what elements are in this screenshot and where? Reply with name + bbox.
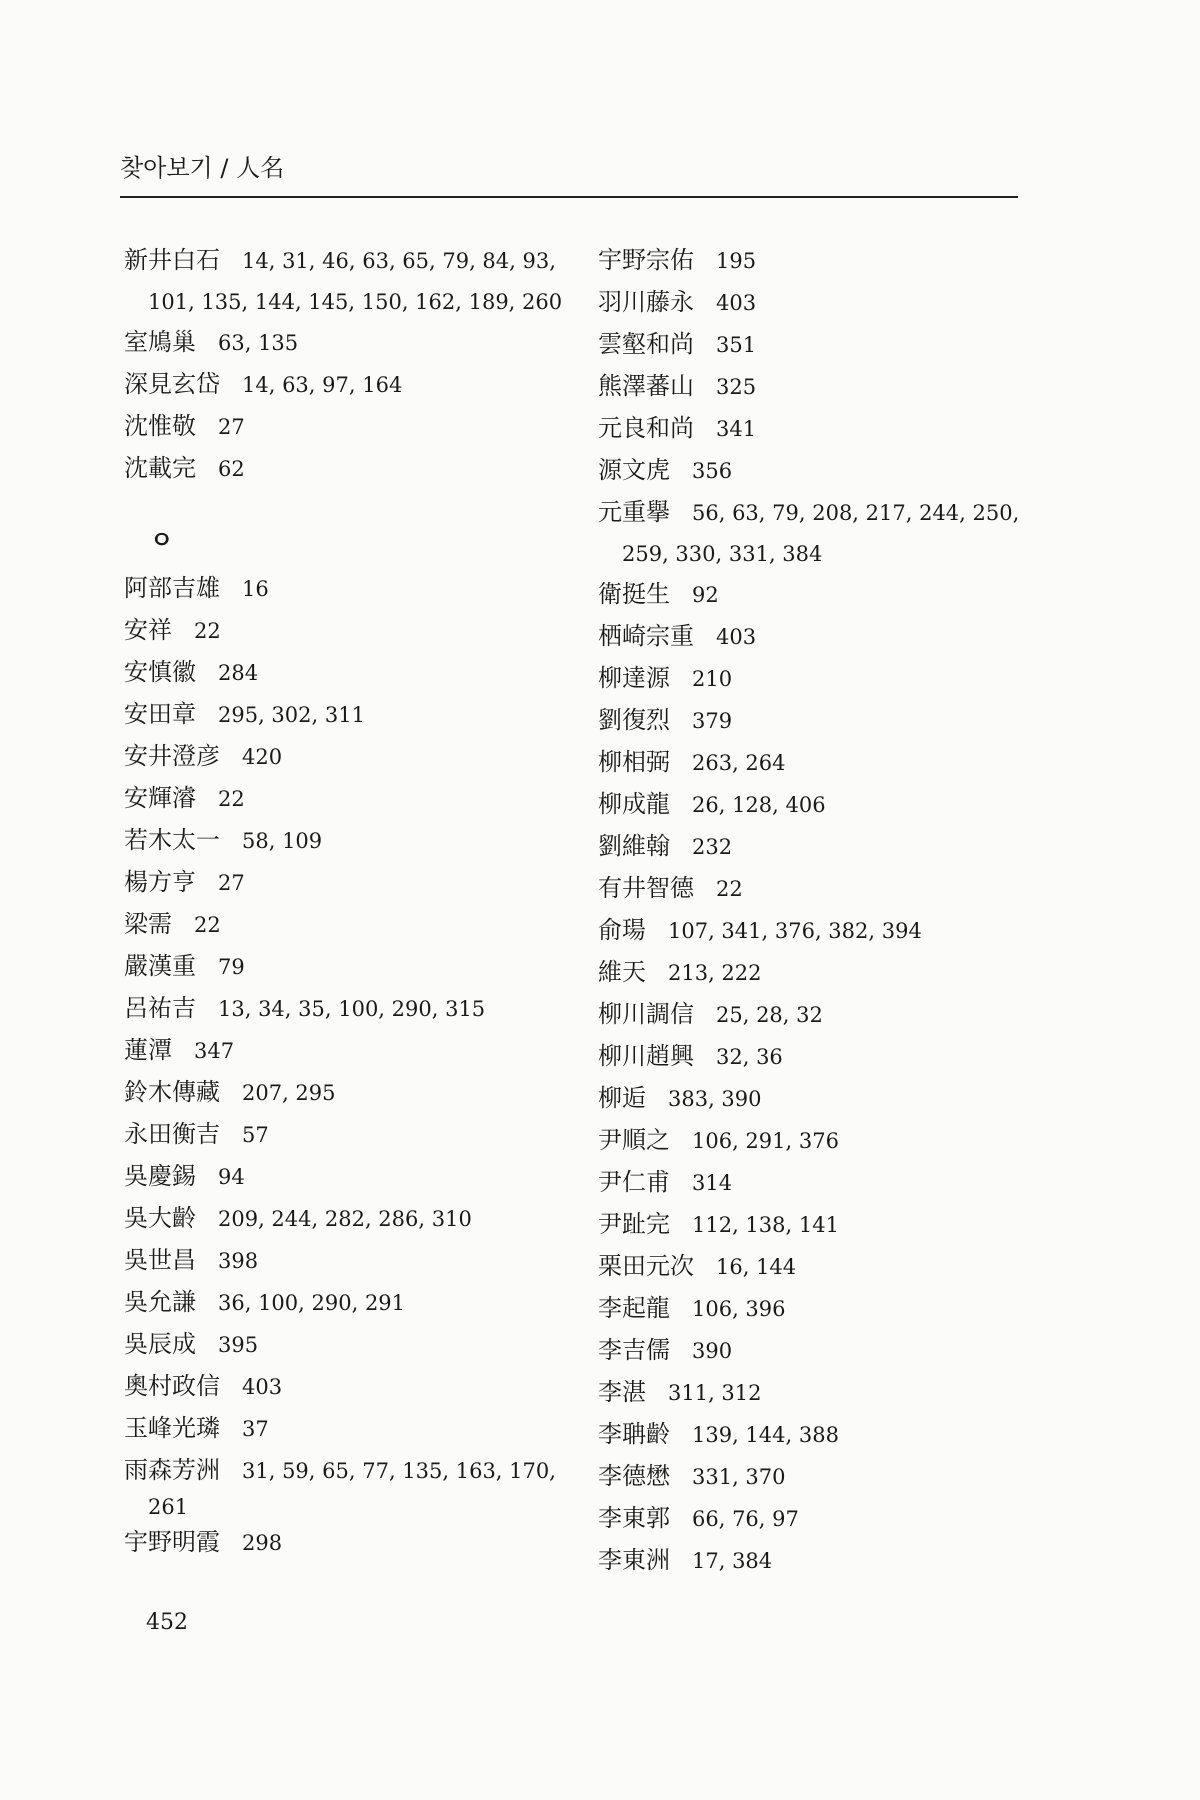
entry-name: 新井白石 — [124, 246, 220, 274]
index-entry — [598, 408, 1038, 450]
entry-name: 雲壑和尚 — [598, 330, 694, 358]
entry-name: 元良和尚 — [598, 414, 694, 442]
index-entry — [124, 778, 564, 820]
entry-name: 李東郭 — [598, 1504, 670, 1532]
index-entry — [124, 736, 564, 778]
entry-pages: 27 — [218, 415, 245, 439]
index-entry — [124, 1114, 564, 1156]
entry-name: 鈴木傳藏 — [124, 1078, 220, 1106]
entry-name: 玉峰光璘 — [124, 1414, 220, 1442]
entry-pages: 331, 370 — [692, 1465, 786, 1489]
entry-name: 吳辰成 — [124, 1330, 196, 1358]
entry-pages: 341 — [716, 417, 757, 441]
entry-name: 安慎徽 — [124, 658, 196, 686]
entry-name: 奧村政信 — [124, 1372, 220, 1400]
index-entry — [124, 1324, 564, 1366]
index-entry — [124, 988, 564, 1030]
entry-name: 嚴漢重 — [124, 952, 196, 980]
entry-pages: 57 — [242, 1123, 269, 1147]
entry-name: 吳允謙 — [124, 1288, 196, 1316]
entry-pages-continued: 261 — [148, 1495, 189, 1519]
entry-name: 尹順之 — [598, 1126, 670, 1154]
index-entry — [598, 826, 1038, 868]
page-header: 찾아보기 / 人名 — [120, 154, 285, 182]
index-entry — [124, 1156, 564, 1198]
entry-pages: 13, 34, 35, 100, 290, 315 — [218, 997, 486, 1021]
index-entry — [598, 1372, 1038, 1414]
entry-name: 李吉儒 — [598, 1336, 670, 1364]
entry-name: 劉復烈 — [598, 706, 670, 734]
index-entry — [598, 1288, 1038, 1330]
index-entry — [124, 1366, 564, 1408]
entry-pages-continued: 259, 330, 331, 384 — [622, 542, 823, 566]
entry-name: 吳慶錫 — [124, 1162, 196, 1190]
entry-name: 李東洲 — [598, 1546, 670, 1574]
entry-name: 熊澤蕃山 — [598, 372, 694, 400]
index-entry — [124, 694, 564, 736]
index-entry — [598, 1120, 1038, 1162]
index-entry — [598, 282, 1038, 324]
entry-pages: 403 — [716, 291, 757, 315]
index-entry — [124, 1198, 564, 1240]
entry-name: 維天 — [598, 958, 646, 986]
entry-pages: 314 — [692, 1171, 733, 1195]
entry-pages: 37 — [242, 1417, 269, 1441]
entry-pages: 31, 59, 65, 77, 135, 163, 170, — [242, 1459, 556, 1483]
index-entry — [124, 1408, 564, 1450]
entry-pages: 14, 63, 97, 164 — [242, 373, 403, 397]
entry-pages: 420 — [242, 745, 283, 769]
entry-pages: 398 — [218, 1249, 259, 1273]
header-rule — [120, 196, 1018, 198]
entry-pages: 390 — [692, 1339, 733, 1363]
entry-name: 蓮潭 — [124, 1036, 172, 1064]
entry-name: 栖崎宗重 — [598, 622, 694, 650]
entry-pages: 27 — [218, 871, 245, 895]
entry-pages: 66, 76, 97 — [692, 1507, 799, 1531]
left-entries-group-a — [124, 240, 564, 490]
entry-name: 吳大齡 — [124, 1204, 196, 1232]
entry-pages: 32, 36 — [716, 1045, 783, 1069]
index-entry — [124, 322, 564, 364]
index-entry — [598, 1498, 1038, 1540]
index-entry — [598, 1246, 1038, 1288]
index-entry — [598, 492, 1038, 574]
index-entry — [598, 450, 1038, 492]
index-entry — [124, 1282, 564, 1324]
left-column — [124, 240, 564, 1564]
entry-pages: 17, 384 — [692, 1549, 773, 1573]
entry-pages: 62 — [218, 457, 245, 481]
entry-pages: 403 — [242, 1375, 283, 1399]
entry-pages: 379 — [692, 709, 733, 733]
entry-pages: 26, 128, 406 — [692, 793, 826, 817]
entry-name: 柳成龍 — [598, 790, 670, 818]
entry-pages: 22 — [716, 877, 743, 901]
entry-name: 楊方亨 — [124, 868, 196, 896]
entry-pages: 210 — [692, 667, 733, 691]
index-entry — [124, 448, 564, 490]
entry-pages: 207, 295 — [242, 1081, 336, 1105]
entry-pages: 403 — [716, 625, 757, 649]
entry-pages: 284 — [218, 661, 259, 685]
entry-pages: 79 — [218, 955, 245, 979]
entry-name: 有井智德 — [598, 874, 694, 902]
entry-pages: 209, 244, 282, 286, 310 — [218, 1207, 472, 1231]
right-entries — [598, 240, 1038, 1582]
left-entries-group-b — [124, 568, 564, 1564]
entry-name: 吳世昌 — [124, 1246, 196, 1274]
entry-pages: 22 — [218, 787, 245, 811]
index-entry — [598, 324, 1038, 366]
entry-pages: 395 — [218, 1333, 259, 1357]
entry-pages: 92 — [692, 583, 719, 607]
entry-name: 阿部吉雄 — [124, 574, 220, 602]
entry-name: 李德懋 — [598, 1462, 670, 1490]
entry-name: 室鳩巢 — [124, 328, 196, 356]
entry-name: 李湛 — [598, 1378, 646, 1406]
index-entry — [598, 240, 1038, 282]
entry-name: 沈惟敬 — [124, 412, 196, 440]
entry-name: 元重擧 — [598, 498, 670, 526]
entry-pages: 311, 312 — [668, 1381, 762, 1405]
entry-name: 尹仁甫 — [598, 1168, 670, 1196]
entry-name: 俞瑒 — [598, 916, 646, 944]
index-entry — [124, 568, 564, 610]
index-entry — [598, 1162, 1038, 1204]
entry-name: 雨森芳洲 — [124, 1456, 220, 1484]
index-entry — [598, 994, 1038, 1036]
right-column — [598, 240, 1038, 1582]
entry-name: 柳達源 — [598, 664, 670, 692]
entry-pages: 195 — [716, 249, 757, 273]
index-entry — [598, 1204, 1038, 1246]
entry-pages: 16 — [242, 577, 269, 601]
entry-name: 衛挺生 — [598, 580, 670, 608]
index-entry — [598, 952, 1038, 994]
index-entry — [598, 1078, 1038, 1120]
entry-pages: 112, 138, 141 — [692, 1213, 839, 1237]
entry-pages: 25, 28, 32 — [716, 1003, 823, 1027]
index-entry — [598, 1414, 1038, 1456]
entry-pages-continued: 101, 135, 144, 145, 150, 162, 189, 260 — [148, 290, 563, 314]
index-entry — [124, 1522, 564, 1564]
entry-pages: 351 — [716, 333, 757, 357]
entry-pages: 94 — [218, 1165, 245, 1189]
index-entry — [124, 946, 564, 988]
entry-pages: 106, 291, 376 — [692, 1129, 839, 1153]
entry-pages: 232 — [692, 835, 733, 859]
index-entry — [598, 574, 1038, 616]
index-entry — [598, 910, 1038, 952]
entry-pages: 22 — [194, 913, 221, 937]
index-entry — [598, 700, 1038, 742]
index-entry — [598, 616, 1038, 658]
entry-pages: 16, 144 — [716, 1255, 797, 1279]
index-entry — [124, 1240, 564, 1282]
entry-name: 宇野宗佑 — [598, 246, 694, 274]
entry-pages: 14, 31, 46, 63, 65, 79, 84, 93, — [242, 249, 556, 273]
index-entry — [124, 364, 564, 406]
entry-name: 安祥 — [124, 616, 172, 644]
entry-pages: 383, 390 — [668, 1087, 762, 1111]
index-entry — [124, 862, 564, 904]
entry-pages: 106, 396 — [692, 1297, 786, 1321]
entry-pages: 295, 302, 311 — [218, 703, 365, 727]
index-entry — [124, 820, 564, 862]
index-entry — [598, 1456, 1038, 1498]
entry-name: 柳川調信 — [598, 1000, 694, 1028]
index-entry — [124, 406, 564, 448]
index-entry — [124, 1450, 564, 1522]
entry-pages: 139, 144, 388 — [692, 1423, 839, 1447]
index-entry — [124, 240, 564, 322]
entry-pages: 213, 222 — [668, 961, 762, 985]
entry-name: 柳逅 — [598, 1084, 646, 1112]
index-entry — [598, 1330, 1038, 1372]
entry-name: 源文虎 — [598, 456, 670, 484]
entry-name: 李聃齡 — [598, 1420, 670, 1448]
index-entry — [598, 868, 1038, 910]
entry-pages: 347 — [194, 1039, 235, 1063]
entry-name: 安井澄彦 — [124, 742, 220, 770]
index-entry — [598, 366, 1038, 408]
entry-name: 深見玄岱 — [124, 370, 220, 398]
entry-name: 柳川趙興 — [598, 1042, 694, 1070]
entry-name: 柳相弼 — [598, 748, 670, 776]
entry-pages: 63, 135 — [218, 331, 299, 355]
entry-pages: 107, 341, 376, 382, 394 — [668, 919, 922, 943]
index-entry — [598, 784, 1038, 826]
entry-name: 尹趾完 — [598, 1210, 670, 1238]
entry-pages: 36, 100, 290, 291 — [218, 1291, 406, 1315]
index-entry — [598, 658, 1038, 700]
entry-name: 劉維翰 — [598, 832, 670, 860]
entry-name: 呂祐吉 — [124, 994, 196, 1022]
entry-name: 安田章 — [124, 700, 196, 728]
entry-pages: 56, 63, 79, 208, 217, 244, 250, — [692, 501, 1020, 525]
entry-name: 若木太一 — [124, 826, 220, 854]
entry-name: 永田衡吉 — [124, 1120, 220, 1148]
entry-name: 栗田元次 — [598, 1252, 694, 1280]
index-entry — [598, 1540, 1038, 1582]
entry-name: 羽川藤永 — [598, 288, 694, 316]
index-entry — [598, 1036, 1038, 1078]
entry-name: 李起龍 — [598, 1294, 670, 1322]
index-entry — [124, 904, 564, 946]
entry-pages: 58, 109 — [242, 829, 323, 853]
entry-pages: 263, 264 — [692, 751, 786, 775]
entry-pages: 22 — [194, 619, 221, 643]
entry-name: 安輝濬 — [124, 784, 196, 812]
entry-name: 梁需 — [124, 910, 172, 938]
index-entry — [124, 1030, 564, 1072]
index-entry — [124, 1072, 564, 1114]
entry-pages: 298 — [242, 1531, 283, 1555]
entry-name: 沈載完 — [124, 454, 196, 482]
index-entry — [598, 742, 1038, 784]
section-letter: ㅇ — [150, 526, 174, 554]
page-number: 452 — [146, 1610, 188, 1635]
index-entry — [124, 652, 564, 694]
entry-name: 宇野明霞 — [124, 1528, 220, 1556]
entry-pages: 356 — [692, 459, 733, 483]
index-entry — [124, 610, 564, 652]
entry-pages: 325 — [716, 375, 757, 399]
